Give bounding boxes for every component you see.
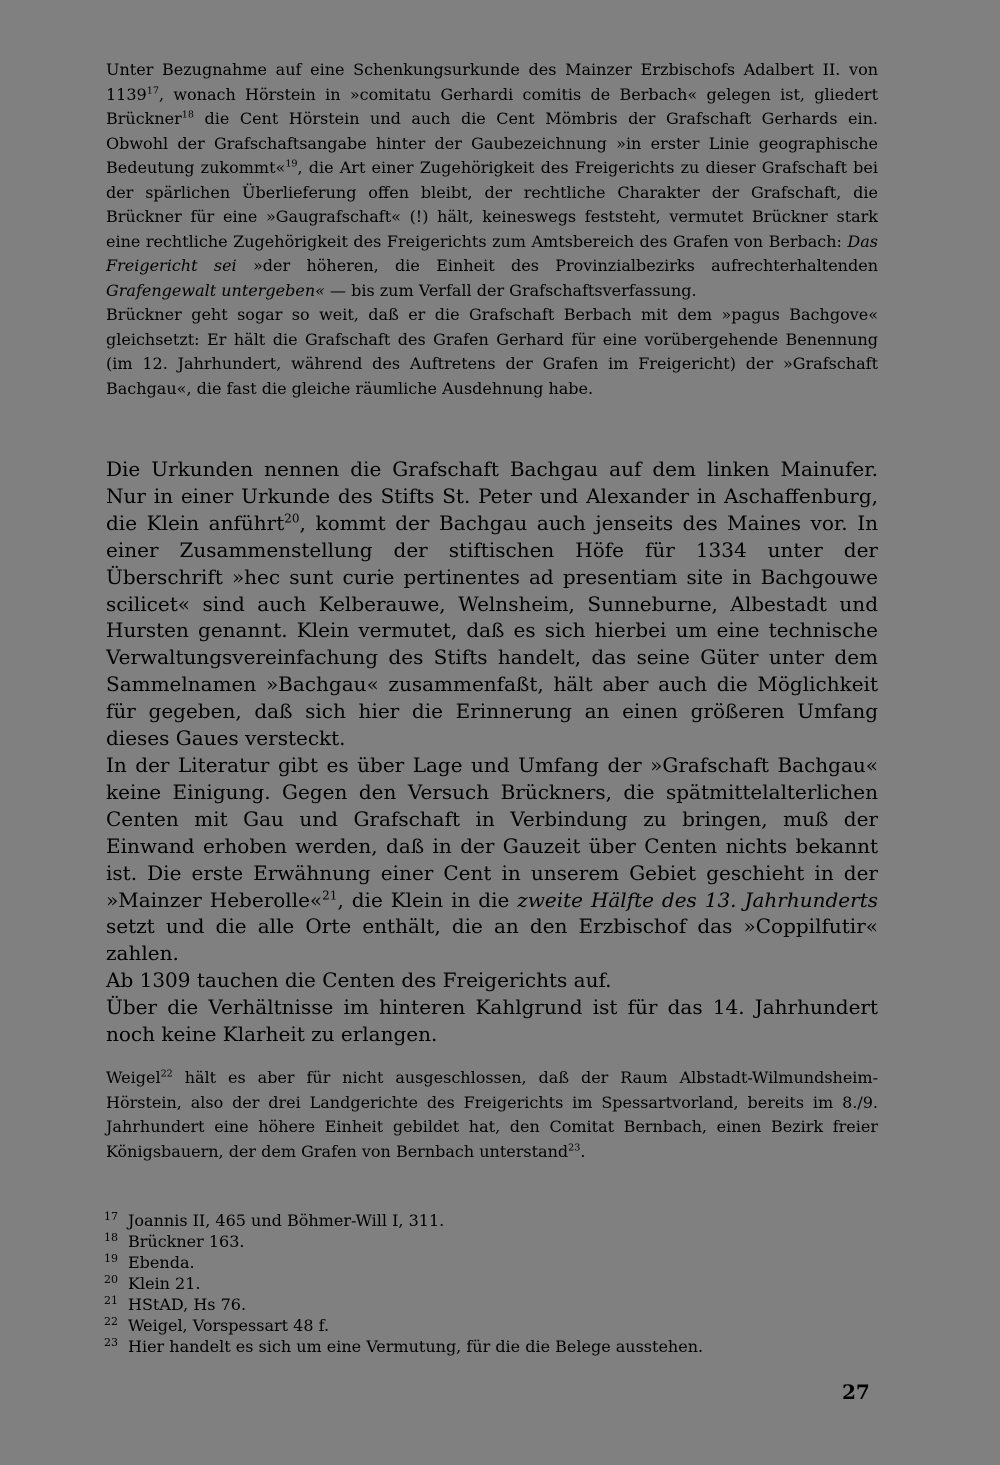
footnote-ref-20: 20 [284,511,300,526]
footnote-ref-17: 17 [146,85,159,97]
paragraph-ab-1309: Ab 1309 tauchen die Centen des Freigerichts auf. [106,968,612,993]
main-text-block [106,456,878,1048]
paragraph-brueckner: Brückner geht sogar so weit, daß er die Grafschaft Berbach mit dem »pagus Bachgove« gleichsetzt: Er hält die Grafschaft des Grafen Gerhard für eine vorübergehende Benennung (im 12. Jahrhundert, während des Auftretens der Grafen im Freigericht) der »Grafschaft Bachgau«, die fast die gleiche räumliche Ausdehnung habe. [106,305,878,398]
footnote-ref-21: 21 [322,887,338,902]
paragraph-weigel: Weigel$^{22}$ hält es aber für nicht ausgeschlossen, daß der Raum Albstadt-Wilmundsheim-Hörstein, also der drei Landgerichte des Freigerichts im Spessartvorland, bereits im 8./9. Jahrhundert eine höhere Einheit gebildet hat, den Comitat Bernbach, einen Bezirk freier Königsbauern, der dem Grafen von Bernbach unterstand$^{23}$. [106,1068,878,1161]
page-number: 27 [842,1380,870,1404]
footnote-21: 21 HStAD, Hs 76. [104,1294,247,1314]
paragraph-literatur: In der Literatur gibt es über Lage und Umfang der »Grafschaft Bachgau« keine Einigung. Gegen den Versuch Brückners, die spätmittelalterlichen Centen mit Gau und Grafschaft in Verbindung zu bringen, muß der Einwand erhoben werden, daß in der Gauzeit über Centen nichts bekannt ist. Die erste Erwähnung einer Cent in unserem Gebiet geschieht in der »Mainzer Heberolle«$^{21}$, die Klein in die zweite Hälfte des 13. Jahrhunderts setzt und die alle Orte enthält, die an den Erzbischof das »Coppilfutir« zahlen. [106,752,878,966]
summary-block [106,58,878,401]
footnote-19: 19 Ebenda. [104,1252,195,1272]
paragraph-bezugnahme: Unter Bezugnahme auf eine Schenkungsurkunde des Mainzer Erzbischofs Adalbert II. von 1139$^{17}$, wonach Hörstein in »comitatu Gerhardi comitis de Berbach« gelegen ist, gliedert Brückner$^{18}$ die Cent Hörstein und auch die Cent Mömbris der Grafschaft Gerhards ein. Obwohl der Grafschaftsangabe hinter der Gaubezeichnung »in erster Linie geographische Bedeutung zukommt«$^{19}$, die Art einer Zugehörigkeit des Freigerichts zu dieser Grafschaft bei der spärlichen Überlieferung offen bleibt, der rechtliche Charakter der Grafschaft, die Brückner für eine »Gaugrafschaft« (!) hält, keineswegs feststeht, vermutet Brückner stark eine rechtliche Zugehörigkeit des Freigerichts zum Amtsbereich des Grafen von Berbach: Das Freigericht sei »der höheren, die Einheit des Provinzialbezirks aufrechterhaltenden Grafengewalt untergeben« — bis zum Verfall der Grafschaftsverfassung. [106,60,879,300]
footnote-20: 20 Klein 21. [104,1273,201,1293]
footnote-ref-19: 19 [285,158,298,170]
footnotes [104,1210,884,1357]
footnote-ref-23: 23 [568,1142,581,1154]
footnote-18: 18 Brückner 163. [104,1231,245,1251]
footnote-17: 17 Joannis II, 465 und Böhmer-Will I, 311. [104,1210,445,1230]
paragraph-urkunden: Die Urkunden nennen die Grafschaft Bachgau auf dem linken Mainufer. Nur in einer Urkunde des Stifts St. Peter und Alexander in Aschaffenburg, die Klein anführt$^{20}$, kommt der Bachgau auch jenseits des Maines vor. In einer Zusammenstellung der stiftischen Höfe für 1334 unter der Überschrift »hec sunt curie pertinentes ad presentiam site in Bachgouwe scilicet« sind auch Kelberauwe, Welnsheim, Sunneburne, Albestadt und Hursten genannt. Klein vermutet, daß es sich hierbei um eine technische Verwaltungsvereinfachung des Stifts handelt, das seine Güter unter dem Sammelnamen »Bachgau« zusammenfaßt, hält aber auch die Möglichkeit für gegeben, daß sich hier die Erinnerung an einen größeren Umfang dieses Gaues versteckt. [106,457,878,751]
footnote-ref-18: 18 [181,109,195,121]
footnote-22: 22 Weigel, Vorspessart 48 f. [104,1315,330,1335]
footnote-23: 23 Hier handelt es sich um eine Vermutung, für die die Belege ausstehen. [104,1336,704,1356]
footnote-ref-22: 22 [160,1068,173,1080]
paragraph-kahlgrund: Über die Verhältnisse im hinteren Kahlgrund ist für das 14. Jahrhundert noch keine Klarheit zu erlangen. [106,995,878,1047]
weigel-block [106,1066,878,1164]
